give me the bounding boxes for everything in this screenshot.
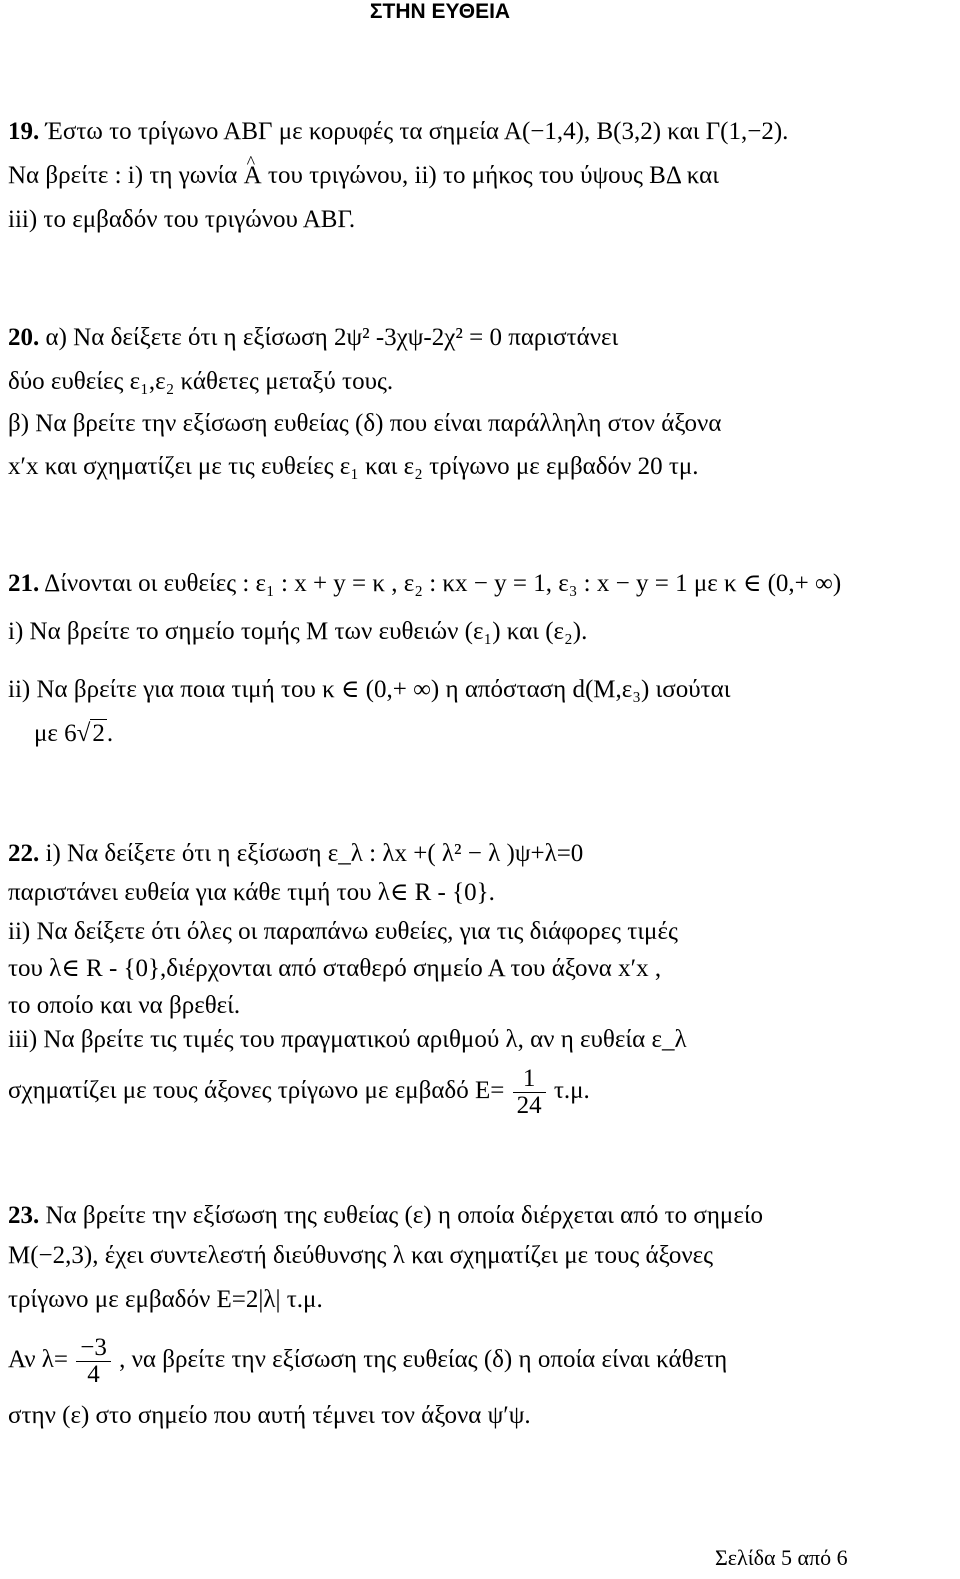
problem-22-line-6: iii) Να βρείτε τις τιμές του πραγματικού αριθμού λ, αν η ευθεία ε_λ xyxy=(8,1026,687,1053)
problem-22-line-3: ii) Να δείξετε ότι όλες οι παραπάνω ευθείες, για τις διάφορες τιμές xyxy=(8,918,678,945)
fraction-denominator: 24 xyxy=(516,1092,542,1119)
problem-19-line-3: iii) το εμβαδόν του τριγώνου ΑΒΓ. xyxy=(8,206,356,233)
problem-22-text-7b: τ.μ. xyxy=(553,1077,590,1105)
problem-22-line-4: του λ∈ R - {0},διέρχονται από σταθερό σημείο Α του άξονα x′x , xyxy=(8,955,662,982)
problem-21-text-1: Δίνονται οι ευθείες : ε₁ : x + y = κ , ε₂ : κx − y = 1, ε₃ : x − y = 1 με κ ∈ (0,+ ∞) xyxy=(44,570,842,597)
problem-23-number: 23. xyxy=(8,1202,40,1229)
problem-21-line-3: ii) Να βρείτε για ποια τιμή του κ ∈ (0,+ ∞) η απόσταση d(Μ,ε₃) ισούται xyxy=(8,676,731,703)
page-title: ΣΤΗΝ ΕΥΘΕΙΑ xyxy=(369,0,511,23)
problem-20-line-3: β) Να βρείτε την εξίσωση ευθείας (δ) που είναι παράλληλη στον άξονα xyxy=(8,410,722,437)
problem-19-number: 19. xyxy=(8,118,40,145)
fraction-numerator: 1 xyxy=(513,1066,546,1093)
page-number: Σελίδα 5 από 6 xyxy=(715,1545,848,1570)
problem-19-line-1 xyxy=(8,116,788,148)
sqrt-symbol: √ xyxy=(76,720,91,747)
problem-23-line-5: στην (ε) στο σημείο που αυτή τέμνει τον άξονα ψ′ψ. xyxy=(8,1402,531,1429)
problem-20-line-1 xyxy=(8,322,618,354)
angle-a-hat: ^ Α xyxy=(244,160,262,192)
problem-21-text-4b: . xyxy=(106,720,114,747)
problem-22-line-7 xyxy=(8,1066,590,1119)
fraction-numerator: −3 xyxy=(76,1335,111,1362)
problem-23-text-4b: , να βρείτε την εξίσωση της ευθείας (δ) η οποία είναι κάθετη xyxy=(119,1346,728,1374)
problem-22-text-7a: σχηματίζει με τους άξονες τρίγωνο με εμβαδό Ε= xyxy=(8,1077,505,1105)
problem-21-line-1 xyxy=(8,568,841,600)
problem-21-line-2: i) Να βρείτε το σημείο τομής Μ των ευθειών (ε₁) και (ε₂). xyxy=(8,618,588,645)
problem-23-line-3: τρίγωνο με εμβαδόν Ε=2|λ| τ.μ. xyxy=(8,1286,323,1313)
problem-23-line-1 xyxy=(8,1200,763,1232)
problem-23-text-1: Να βρείτε την εξίσωση της ευθείας (ε) η οποία διέρχεται από το σημείο xyxy=(45,1202,764,1229)
problem-20-text-1: α) Να δείξετε ότι η εξίσωση 2ψ² -3χψ-2χ² = 0 παριστάνει xyxy=(45,324,619,351)
problem-19-text-2a: Να βρείτε : i) τη γωνία xyxy=(8,162,238,189)
problem-21-number: 21. xyxy=(8,570,40,597)
problem-20-line-2: δύο ευθείες ε₁,ε₂ κάθετες μεταξύ τους. xyxy=(8,368,394,395)
problem-22-line-5: το οποίο και να βρεθεί. xyxy=(8,992,241,1019)
problem-22-number: 22. xyxy=(8,840,40,867)
problem-23-line-2: Μ(−2,3), έχει συντελεστή διεύθυνσης λ και σχηματίζει με τους άξονες xyxy=(8,1242,714,1269)
problem-21-text-4a: με 6 xyxy=(34,720,77,747)
problem-23-line-4 xyxy=(8,1335,727,1388)
fraction-denominator: 4 xyxy=(87,1361,100,1388)
problem-22-line-1 xyxy=(8,838,583,870)
problem-19-text-1: Έστω το τρίγωνο ΑΒΓ με κορυφές τα σημεία Α(−1,4), Β(3,2) και Γ(1,−2). xyxy=(45,118,789,145)
problem-22-text-1: i) Να δείξετε ότι η εξίσωση ε_λ : λx +( λ² − λ )ψ+λ=0 xyxy=(45,840,584,867)
fraction-lambda xyxy=(76,1335,111,1388)
problem-21-line-4 xyxy=(34,718,113,750)
problem-22-line-2: παριστάνει ευθεία για κάθε τιμή του λ∈ R - {0}. xyxy=(8,879,495,906)
sqrt-radicand: 2 xyxy=(92,720,105,747)
problem-19-text-2b: του τριγώνου, ii) το μήκος του ύψους ΒΔ και xyxy=(267,162,720,189)
problem-23-text-4a: Αν λ= xyxy=(8,1346,68,1374)
problem-19-line-2 xyxy=(8,160,719,192)
problem-20-number: 20. xyxy=(8,324,40,351)
fraction-area xyxy=(513,1066,546,1119)
problem-20-line-4: x′x και σχηματίζει με τις ευθείες ε₁ και ε₂ τρίγωνο με εμβαδόν 20 τμ. xyxy=(8,453,699,480)
